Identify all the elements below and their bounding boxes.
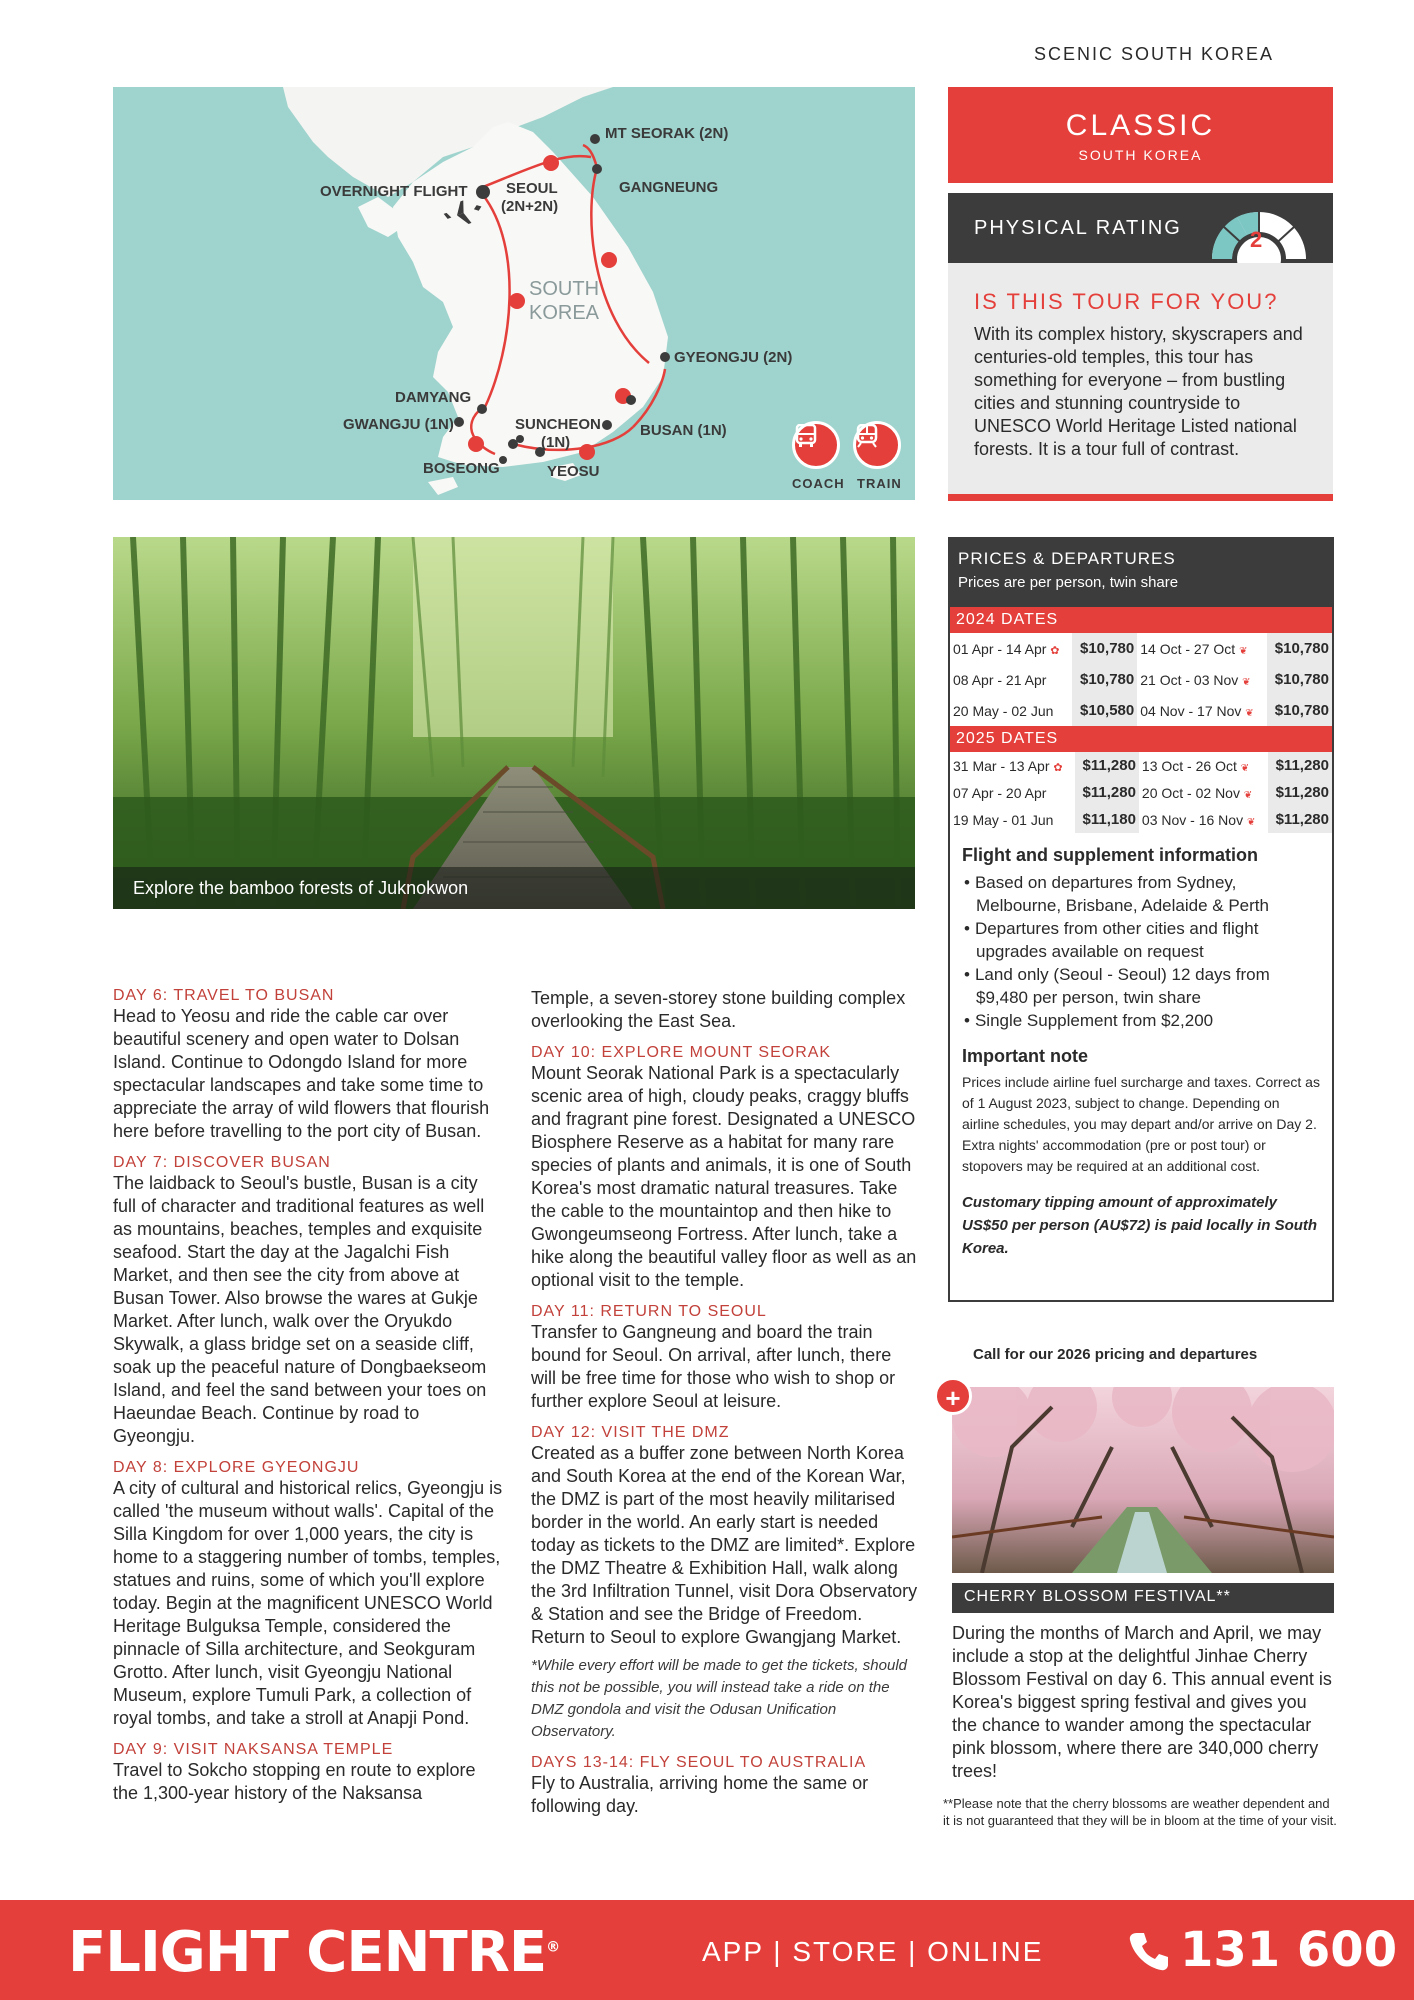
departure-date: 13 Oct - 26 Oct ❦ <box>1141 757 1250 774</box>
departure-date: 08 Apr - 21 Apr <box>953 671 1047 688</box>
itinerary-column-2 <box>531 987 921 1818</box>
table-row <box>950 752 1332 779</box>
prices-table-2024 <box>950 633 1332 726</box>
departure-date: 19 May - 01 Jun <box>953 811 1054 828</box>
map-label-mt-seorak: MT SEORAK (2N) <box>605 125 729 142</box>
departure-date: 01 Apr - 14 Apr ✿ <box>953 640 1060 657</box>
map-label-gyeongju: GYEONGJU (2N) <box>674 349 793 366</box>
day-heading: DAY 10: EXPLORE MOUNT SEORAK <box>531 1044 832 1061</box>
day-heading: DAY 12: VISIT THE DMZ <box>531 1424 730 1441</box>
day-heading: DAY 9: VISIT NAKSANSA TEMPLE <box>113 1741 394 1758</box>
autumn-leaf-icon: ❦ <box>1239 645 1248 657</box>
map-country-label: SOUTH KOREA <box>529 278 600 324</box>
day-heading: DAY 7: DISCOVER BUSAN <box>113 1154 331 1171</box>
brand-logo[interactable]: FLIGHT CENTRE® <box>68 1920 560 1985</box>
departure-price: $10,580 <box>1072 695 1137 726</box>
page-header-tag: SCENIC SOUTH KOREA <box>1034 44 1275 64</box>
autumn-leaf-icon: ❦ <box>1246 816 1256 828</box>
departure-price: $10,780 <box>1267 633 1332 664</box>
list-item: • Based on departures from Sydney, Melbourne, Brisbane, Adelaide & Perth <box>962 871 1320 917</box>
footer-bar <box>0 1900 1414 2000</box>
physical-rating-value: 2 <box>1250 227 1263 252</box>
day-text: Head to Yeosu and ride the cable car over beautiful scenery and open water to Dolsan Island. Continue to Odongdo Island for more spectacular landscapes and take some time to appreciate the array of wild flowers that flourish here before travelling to the port city of Busan. <box>113 1006 490 1141</box>
plus-icon: + <box>934 1377 972 1415</box>
day-heading: DAY 11: RETURN TO SEOUL <box>531 1303 767 1320</box>
legend-coach-label: COACH <box>792 476 845 491</box>
cherry-blossom-icon: ✿ <box>1053 761 1063 774</box>
table-row <box>950 633 1332 664</box>
cherry-blossom-photo <box>952 1387 1334 1573</box>
dmz-ticket-note: *While every effort will be made to get the tickets, should this not be possible, you will instead take a ride on the DMZ gondola and visit the Odusan Unification Observatory. <box>531 1657 908 1740</box>
departure-date: 04 Nov - 17 Nov ❦ <box>1140 702 1254 719</box>
prices-header <box>950 539 1332 607</box>
phone-number[interactable]: 131 600 <box>1180 1922 1398 1978</box>
coach-icon <box>792 421 840 469</box>
map-label-suncheon: SUNCHEON <box>515 416 601 433</box>
departure-date: 14 Oct - 27 Oct ❦ <box>1140 640 1248 657</box>
departure-date: 07 Apr - 20 Apr <box>953 784 1047 801</box>
day-text: Travel to Sokcho stopping en route to explore the 1,300-year history of the Naksansa <box>113 1760 476 1803</box>
footer-channels: APP | STORE | ONLINE <box>702 1936 1044 1967</box>
tour-for-you-text: With its complex history, skyscrapers and centuries-old temples, this tour has something for everyone – from bustling cities and stunning countryside to UNESCO World Heritage Listed national forests. It is a tour full of contrast. <box>974 324 1303 459</box>
prices-departures-box <box>948 537 1334 1302</box>
day-heading: DAY 8: EXPLORE GYEONGJU <box>113 1459 360 1476</box>
map-label-overnight-flight: OVERNIGHT FLIGHT <box>320 183 468 200</box>
important-note-text: Prices include airline fuel surcharge and taxes. Correct as of 1 August 2023, subject to change. Depending on airline schedules, you may depart and/or arrive on Day 2. Extra nights' accommodation (pre or post tour) or stopovers may be required at an additional cost. <box>962 1074 1320 1174</box>
pricing-call-note: Call for our 2026 pricing and departures <box>973 1346 1258 1363</box>
autumn-leaf-icon: ❦ <box>1240 762 1250 774</box>
map-label-busan: BUSAN (1N) <box>640 422 727 439</box>
departure-price: $10,780 <box>1072 633 1137 664</box>
cherry-blossom-icon: ✿ <box>1050 644 1060 657</box>
map-label-yeosu: YEOSU <box>547 463 600 480</box>
departure-date: 31 Mar - 13 Apr ✿ <box>953 757 1063 774</box>
day-text: Temple, a seven-storey stone building complex overlooking the East Sea. <box>531 988 906 1031</box>
day-text: Fly to Australia, arriving home the same or following day. <box>531 1773 869 1816</box>
list-item: • Land only (Seoul - Seoul) 12 days from $9,480 per person, twin share <box>962 963 1320 1009</box>
cherry-photo-graphic <box>952 1387 1334 1573</box>
day-text: Created as a buffer zone between North Korea and South Korea at the end of the Korean War, the DMZ is part of the most heavily militarised border in the world. An early start is needed today as tickets to the DMZ are limited*. Explore the DMZ Theatre & Exhibition Hall, walk along the 3rd Infiltration Tunnel, visit Dora Observatory & Station and see the Bridge of Freedom. Return to Seoul to explore Gwangjang Market. <box>531 1443 918 1647</box>
departure-price: $11,280 <box>1075 752 1139 779</box>
table-row <box>950 806 1332 833</box>
physical-rating-label: PHYSICAL RATING <box>974 217 1182 239</box>
map-label-boseong: BOSEONG <box>423 460 500 477</box>
year-2025-bar: 2025 DATES <box>950 726 1332 752</box>
route-map <box>113 87 915 500</box>
physical-rating-box <box>948 193 1333 263</box>
tipping-note: Customary tipping amount of approximately US$50 per person (AU$72) is paid locally in South Korea. <box>962 1194 1318 1257</box>
day-text: Mount Seorak National Park is a spectacularly scenic area of high, cloudy peaks, craggy bluffs and fragrant pine forest. Designated a UNESCO Biosphere Reserve as a habitat for many rare species of plants and animals, it is one of South Korea's most dramatic natural treasures. Take the cable to the mountaintop and then hike to Gwongeumseong Fortress. After lunch, take a hike along the beautiful valley floor as well as an optional visit to the temple. <box>531 1063 917 1290</box>
bamboo-forest-photo <box>113 537 915 909</box>
cherry-festival-title: CHERRY BLOSSOM FESTIVAL** <box>952 1583 1334 1613</box>
list-item: • Single Supplement from $2,200 <box>962 1009 1320 1032</box>
tour-title-box <box>948 87 1333 183</box>
departure-price: $10,780 <box>1267 695 1332 726</box>
day-text: Transfer to Gangneung and board the train bound for Seoul. On arrival, after lunch, there will be free time for those who wish to shop or further explore Seoul at leisure. <box>531 1322 896 1411</box>
day-heading: DAY 6: TRAVEL TO BUSAN <box>113 987 335 1004</box>
autumn-leaf-icon: ❦ <box>1243 789 1253 801</box>
departure-price: $11,280 <box>1268 779 1332 806</box>
bamboo-photo-graphic <box>113 537 915 909</box>
day-text: The laidback to Seoul's bustle, Busan is a city full of character and traditional features as well as mountains, beaches, temples and exquisite seafood. Start the day at the Jagalchi Fish Market, and then see the city from above at Busan Tower. Also browse the wares at Gukje Market. After lunch, walk over the Oryukdo Skywalk, a glass bridge set on a seaside cliff, soak up the peaceful nature of Dongbaekseom Island, and feel the sand between your toes on Haeundae Beach. Continue by road to Gyeongju. <box>113 1173 487 1446</box>
flight-info-list <box>962 871 1320 1032</box>
departure-date: 20 Oct - 02 Nov ❦ <box>1141 784 1253 801</box>
departure-date: 21 Oct - 03 Nov ❦ <box>1140 671 1251 688</box>
tour-name: CLASSIC <box>1065 109 1216 142</box>
prices-table-2025 <box>950 752 1332 833</box>
day-heading: DAYS 13-14: FLY SEOUL TO AUSTRALIA <box>531 1754 867 1771</box>
departure-date: 20 May - 02 Jun <box>953 702 1054 719</box>
cherry-festival-text: During the months of March and April, we may include a stop at the delightful Jinhae Cherry Blossom Festival on day 6. This annual event is Korea's biggest spring festival and gives you the chance to wander among the spectacular pink blossom, where there are 340,000 cherry trees! <box>952 1623 1332 1781</box>
map-label-seoul: SEOUL <box>506 180 558 197</box>
departure-price: $11,180 <box>1075 806 1139 833</box>
map-label-suncheon-nights: (1N) <box>541 434 571 451</box>
cherry-footnote: **Please note that the cherry blossoms are weather dependent and it is not guaranteed that they will be in bloom at the time of your visit. <box>943 1796 1337 1828</box>
tour-for-you-title: IS THIS TOUR FOR YOU? <box>974 289 1279 314</box>
departure-price: $10,780 <box>1267 664 1332 695</box>
tour-for-you-box <box>948 263 1333 501</box>
map-label-gwangju: GWANGJU (1N) <box>343 416 454 433</box>
departure-date: 03 Nov - 16 Nov ❦ <box>1141 811 1256 828</box>
year-2024-bar: 2024 DATES <box>950 607 1332 633</box>
departure-price: $11,280 <box>1268 806 1332 833</box>
legend-train-label: TRAIN <box>857 476 902 491</box>
train-icon <box>853 421 901 469</box>
departure-price: $11,280 <box>1268 752 1332 779</box>
departure-price: $10,780 <box>1072 664 1137 695</box>
list-item: • Departures from other cities and flight upgrades available on request <box>962 917 1320 963</box>
itinerary-column-1 <box>113 987 503 1805</box>
map-label-gangneung: GANGNEUNG <box>619 179 719 196</box>
departure-price: $11,280 <box>1075 779 1139 806</box>
autumn-leaf-icon: ❦ <box>1245 707 1254 719</box>
phone-icon <box>1128 1930 1170 1972</box>
table-row <box>950 779 1332 806</box>
photo-caption: Explore the bamboo forests of Juknokwon <box>133 878 469 898</box>
flight-info-title: Flight and supplement information <box>962 845 1258 865</box>
tour-region: SOUTH KOREA <box>1078 147 1203 163</box>
prices-subtitle: Prices are per person, twin share <box>958 574 1179 591</box>
important-note-title: Important note <box>962 1046 1088 1066</box>
map-label-seoul-nights: (2N+2N) <box>501 198 559 215</box>
price-info <box>950 833 1332 1260</box>
autumn-leaf-icon: ❦ <box>1242 676 1251 688</box>
prices-title: PRICES & DEPARTURES <box>958 549 1176 568</box>
map-label-damyang: DAMYANG <box>395 389 472 406</box>
day-text: A city of cultural and historical relics, Gyeongju is called 'the museum without walls'. Capital of the Silla Kingdom for over 1,000 years, the city is home to a staggering number of tombs, temples, statues and ruins, some of which you'll explore today. Begin at the magnificent UNESCO World Heritage Bulguksa Temple, considered the pinnacle of Silla architecture, and Seokguram Grotto. After lunch, visit Gyeongju National Museum, explore Tumuli Park, a collection of royal tombs, and take a stroll at Anapji Pond. <box>113 1478 503 1728</box>
table-row <box>950 695 1332 726</box>
table-row <box>950 664 1332 695</box>
